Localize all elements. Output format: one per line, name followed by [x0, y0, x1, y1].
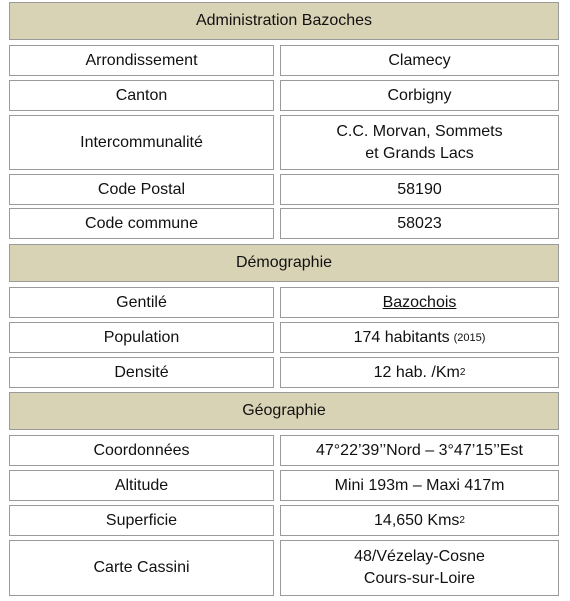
population-year-note: (2015): [453, 331, 486, 344]
value-cell-superficie: 14,650 Kms 2: [280, 505, 559, 536]
label-cell-gentile: [9, 287, 274, 318]
row-label: Population: [103, 328, 180, 346]
value-cell-gentile: [280, 287, 559, 318]
label-cell-code-postal: [9, 174, 274, 205]
value-cell-canton: [280, 80, 559, 111]
value-cell-arrondissement: [280, 45, 559, 76]
row-label: Coordonnées: [93, 441, 190, 459]
value-cell-coordonnees: [280, 435, 559, 466]
row-label: Code commune: [85, 214, 198, 232]
row-value: Mini 193m – Maxi 417m: [334, 476, 505, 494]
label-cell-superficie: [9, 505, 274, 536]
row-label: Canton: [115, 86, 168, 104]
value-cell-densite: 12 hab. /Km 2: [280, 357, 559, 388]
row-value: 48/Vézelay-Cosne Cours-sur-Loire: [354, 548, 485, 587]
row-value: C.C. Morvan, Sommets et Grands Lacs: [336, 122, 503, 162]
row-value: Bazochois: [382, 293, 457, 311]
label-cell-altitude: [9, 470, 274, 501]
row-value: 58190: [397, 180, 442, 198]
row-value: 58023: [397, 214, 442, 232]
value-cell-code-postal: [280, 174, 559, 205]
row-value: Clamecy: [388, 51, 451, 69]
label-cell-population: [9, 322, 274, 353]
row-value: 12 hab. /Km: [373, 363, 460, 381]
section-header-geographie: [9, 392, 559, 430]
row-value: 174 habitants: [353, 328, 450, 346]
value-cell-carte-cassini: [280, 540, 559, 596]
section-title: Administration Bazoches: [195, 12, 373, 29]
label-cell-arrondissement: [9, 45, 274, 76]
row-value: 14,650 Kms: [374, 511, 460, 529]
row-label: Gentilé: [116, 293, 167, 311]
label-cell-carte-cassini: [9, 540, 274, 596]
value-cell-code-commune: [280, 208, 559, 239]
row-value: 47°22’39’’Nord – 3°47’15’’Est: [315, 441, 523, 459]
label-cell-intercommunalite: [9, 115, 274, 170]
value-cell-population: [280, 322, 559, 353]
row-value: Corbigny: [387, 86, 452, 104]
row-label: Code Postal: [97, 180, 186, 198]
value-cell-intercommunalite: [280, 115, 559, 170]
label-cell-coordonnees: [9, 435, 274, 466]
label-cell-canton: [9, 80, 274, 111]
section-title: Démographie: [235, 254, 333, 271]
row-label: Carte Cassini: [93, 559, 190, 576]
row-label: Superficie: [105, 511, 178, 529]
section-header-demographie: [9, 244, 559, 282]
row-label: Arrondissement: [85, 51, 198, 69]
row-label: Densité: [114, 363, 169, 381]
label-cell-densite: [9, 357, 274, 388]
section-header-administration: [9, 2, 559, 40]
value-cell-altitude: [280, 470, 559, 501]
section-title: Géographie: [242, 402, 326, 419]
row-label: Altitude: [114, 476, 169, 494]
row-label: Intercommunalité: [80, 133, 203, 151]
label-cell-code-commune: [9, 208, 274, 239]
